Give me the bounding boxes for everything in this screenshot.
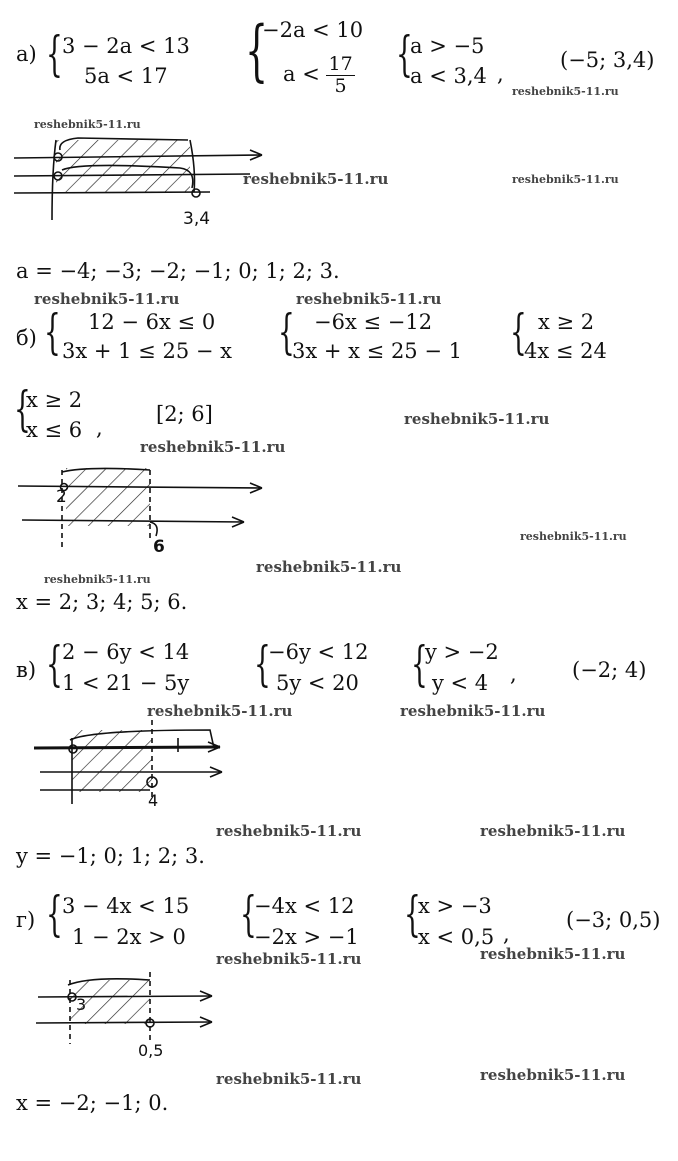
watermark: reshebnik5-11.ru [34,118,141,131]
b-answer: x = 2; 3; 4; 5; 6. [16,590,188,614]
comma: , [96,416,103,440]
watermark: reshebnik5-11.ru [296,290,442,308]
watermark: reshebnik5-11.ru [480,945,626,963]
watermark: reshebnik5-11.ru [512,173,619,186]
v-answer: y = −1; 0; 1; 2; 3. [16,844,205,868]
label-g: г) [16,908,36,932]
g-sys2-line1: −4x < 12 [254,894,355,918]
brace-icon: { [44,304,61,360]
comma: , [503,922,510,946]
b-interval: [2; 6] [156,402,213,426]
g-sys3-line2: x < 0,5 [418,925,495,949]
g-sys1-line1: 3 − 4x < 15 [62,894,190,918]
brace-icon: { [411,636,428,692]
a-sys3-line1: a > −5 [410,34,485,58]
watermark: reshebnik5-11.ru [400,702,546,720]
b-sys4-line1: x ≥ 2 [26,388,83,412]
watermark: reshebnik5-11.ru [216,822,362,840]
brace-icon: { [46,636,63,692]
g-sys1-line2: 1 − 2x > 0 [72,925,186,949]
v-sys2-line2: 5y < 20 [276,671,359,695]
b-sys3-line2: 4x ≤ 24 [524,339,607,363]
watermark: reshebnik5-11.ru [216,1070,362,1088]
v-sys3-line1: y > −2 [425,640,499,664]
g-interval: (−3; 0,5) [566,908,661,932]
b-sys1-line1: 12 − 6x ≤ 0 [88,310,216,334]
watermark: reshebnik5-11.ru [140,438,286,456]
a-sys3-line2: a < 3,4 [410,64,487,88]
watermark: reshebnik5-11.ru [256,558,402,576]
brace-icon: { [14,381,31,437]
watermark: reshebnik5-11.ru [147,702,293,720]
watermark: reshebnik5-11.ru [404,410,550,428]
watermark: reshebnik5-11.ru [480,1066,626,1084]
v-interval: (−2; 4) [572,658,647,682]
sketch-g [36,972,212,1044]
brace-icon: { [46,886,63,942]
sketch-a [14,138,262,220]
watermark: reshebnik5-11.ru [44,573,151,586]
a-answer: a = −4; −3; −2; −1; 0; 1; 2; 3. [16,259,340,283]
g-graph-label-right: 0,5 [138,1041,164,1060]
watermark: reshebnik5-11.ru [216,950,362,968]
a-sys2-prefix: a < [283,61,320,86]
v-sys1-line2: 1 < 21 − 5y [62,671,190,695]
b-sys1-line2: 3x + 1 ≤ 25 − x [62,339,232,363]
comma: , [497,62,504,86]
fraction-denominator: 5 [334,74,347,97]
b-graph-label-left: 2 [56,487,67,507]
a-sys1-line1: 3 − 2a < 13 [62,34,190,58]
g-graph-label-left: 3 [76,995,87,1014]
watermark: reshebnik5-11.ru [480,822,626,840]
sketch-b [18,468,262,548]
watermark: reshebnik5-11.ru [512,85,619,98]
brace-icon: { [245,12,269,89]
brace-icon: { [396,26,413,82]
label-b: б) [16,326,37,350]
b-sys4-line2: x ≤ 6 [26,418,83,442]
brace-icon: { [404,886,421,942]
b-graph-label-right: 6 [153,537,165,557]
brace-icon: { [46,26,63,82]
watermark: reshebnik5-11.ru [520,530,627,543]
a-sys2-line1: −2a < 10 [262,18,364,42]
g-sys2-line2: −2x > −1 [254,925,359,949]
a-sys1-line2: 5a < 17 [84,64,168,88]
v-sys1-line1: 2 − 6y < 14 [62,640,190,664]
b-sys2-line1: −6x ≤ −12 [314,310,433,334]
fraction-numerator: 17 [328,53,353,75]
comma: , [510,662,517,686]
brace-icon: { [254,636,271,692]
v-sys3-line2: y < 4 [432,671,489,695]
watermark: reshebnik5-11.ru [34,290,180,308]
a-interval: (−5; 3,4) [560,48,655,72]
brace-icon: { [510,304,527,360]
v-sys2-line1: −6y < 12 [268,640,369,664]
b-sys3-line1: x ≥ 2 [538,310,595,334]
watermark: reshebnik5-11.ru [243,170,389,188]
label-v: в) [16,658,37,682]
b-sys2-line2: 3x + x ≤ 25 − 1 [292,339,462,363]
sketch-v [34,720,222,804]
v-graph-label: 4 [148,791,159,810]
g-sys3-line1: x > −3 [418,894,492,918]
g-answer: x = −2; −1; 0. [16,1091,169,1115]
a-graph-label: 3,4 [183,209,211,229]
brace-icon: { [278,304,295,360]
label-a: а) [16,42,37,66]
brace-icon: { [240,886,257,942]
